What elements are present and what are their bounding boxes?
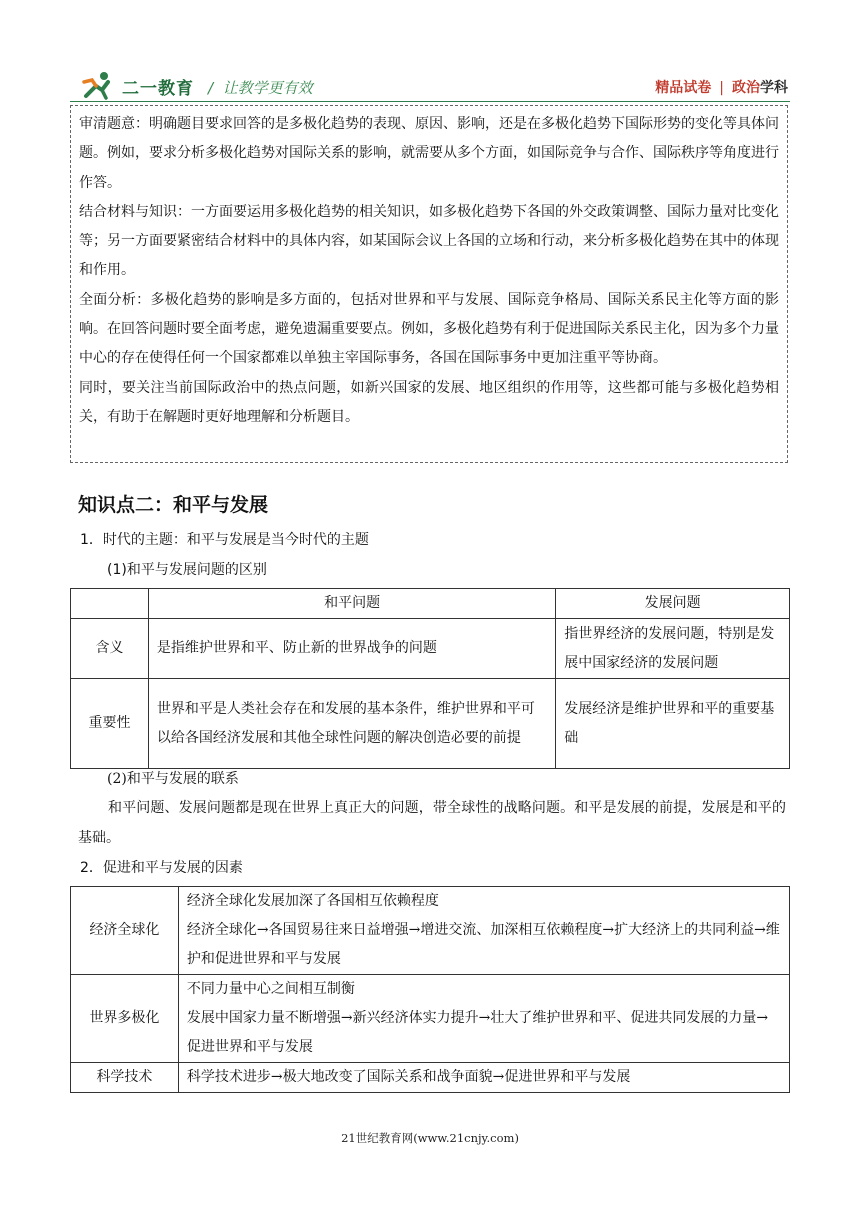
runner-logo-icon: [78, 70, 118, 100]
cell-line: 经济全球化发展加深了各国相互依赖程度: [186, 893, 439, 909]
table-cell: 指世界经济的发展问题，特别是发展中国家经济的发展问题: [556, 619, 790, 679]
table-cell: 是指维护世界和平、防止新的世界战争的问题: [148, 619, 555, 679]
section-title: 知识点二：和平与发展: [78, 494, 269, 516]
heading-1-sub2: (2)和平与发展的联系: [107, 771, 239, 787]
page-header: [70, 70, 790, 100]
logo-text: 二一教育: [122, 79, 194, 99]
row-label: 含义: [71, 619, 149, 679]
heading-2: 2．促进和平与发展的因素: [80, 860, 243, 876]
table-row: [71, 887, 790, 975]
header-subject-b: 学科: [760, 80, 788, 96]
table-header-cell: 和平问题: [148, 589, 555, 619]
body-paragraph: 和平问题、发展问题都是现在世界上真正大的问题，带全球性的战略问题。和平是发展的前提，发展是和平的基础。: [78, 800, 786, 846]
row-label: 科学技术: [71, 1063, 179, 1093]
table-cell: [178, 1063, 789, 1093]
table-row: [71, 975, 790, 1063]
cell-line: 科学技术进步→极大地改变了国际关系和战争面貌→促进世界和平与发展: [186, 1069, 631, 1085]
row-label: 重要性: [71, 679, 149, 769]
table-cell: [178, 975, 789, 1063]
table-row: [71, 619, 790, 679]
table-row: [71, 679, 790, 769]
header-separator: |: [719, 80, 724, 96]
tip-paragraph: 审清题意：明确题目要求回答的是多极化趋势的表现、原因、影响，还是在多极化趋势下国际形势的变化等具体问题。例如，要求分析多极化趋势对国际关系的影响，就需要从多个方面，如国际竞争与合作、国际秩序等角度进行作答。: [79, 116, 779, 191]
table-cell: [178, 887, 789, 975]
table-row: [71, 1063, 790, 1093]
header-divider: [70, 101, 790, 102]
slogan: / 让教学更有效: [208, 79, 313, 97]
table-header-cell: [71, 589, 149, 619]
table-header-row: [71, 589, 790, 619]
logo: [78, 70, 218, 100]
cell-line: 发展中国家力量不断增强→新兴经济体实力提升→壮大了维护世界和平、促进共同发展的力量→促进世界和平与发展: [186, 1010, 769, 1055]
header-badge: [655, 77, 788, 97]
table-cell: 世界和平是人类社会存在和发展的基本条件，维护世界和平可以给各国经济发展和其他全球性问题的解决创造必要的前提: [148, 679, 555, 769]
tip-paragraph: 全面分析：多极化趋势的影响是多方面的，包括对世界和平与发展、国际竞争格局、国际关系民主化等方面的影响。在回答问题时要全面考虑，避免遗漏重要要点。例如，多极化趋势有利于促进国际关系民主化，因为多个力量中心的存在使得任何一个国家都难以单独主宰国际事务，各国在国际事务中更加注重平等协商。: [79, 291, 779, 367]
tips-box: [70, 105, 788, 463]
page-footer: 21世纪教育网(www.21cnjy.com): [341, 1131, 519, 1145]
cell-line: 经济全球化→各国贸易往来日益增强→增进交流、加深相互依赖程度→扩大经济上的共同利益→维护和促进世界和平与发展: [186, 922, 780, 967]
cell-line: 不同力量中心之间相互制衡: [186, 981, 355, 997]
header-subject-a: 政治: [732, 80, 760, 96]
peace-development-table: [70, 588, 790, 769]
factors-table: [70, 886, 790, 1093]
header-badge-main: 精品试卷: [655, 80, 712, 96]
slogan-text: 让教学更有效: [222, 79, 313, 97]
tip-paragraph: 同时，要关注当前国际政治中的热点问题，如新兴国家的发展、地区组织的作用等，这些都可能与多极化趋势相关，有助于在解题时更好地理解和分析题目。: [79, 379, 779, 425]
heading-1: 1．时代的主题：和平与发展是当今时代的主题: [80, 532, 369, 548]
row-label: 经济全球化: [71, 887, 179, 975]
tip-paragraph: 结合材料与知识：一方面要运用多极化趋势的相关知识，如多极化趋势下各国的外交政策调整、国际力量对比变化等；另一方面要紧密结合材料中的具体内容，如某国际会议上各国的立场和行动，来分析多极化趋势在其中的体现和作用。: [79, 203, 779, 279]
table-cell: 发展经济是维护世界和平的重要基础: [556, 679, 790, 769]
row-label: 世界多极化: [71, 975, 179, 1063]
heading-1-sub: (1)和平与发展问题的区别: [107, 562, 267, 578]
table-header-cell: 发展问题: [556, 589, 790, 619]
